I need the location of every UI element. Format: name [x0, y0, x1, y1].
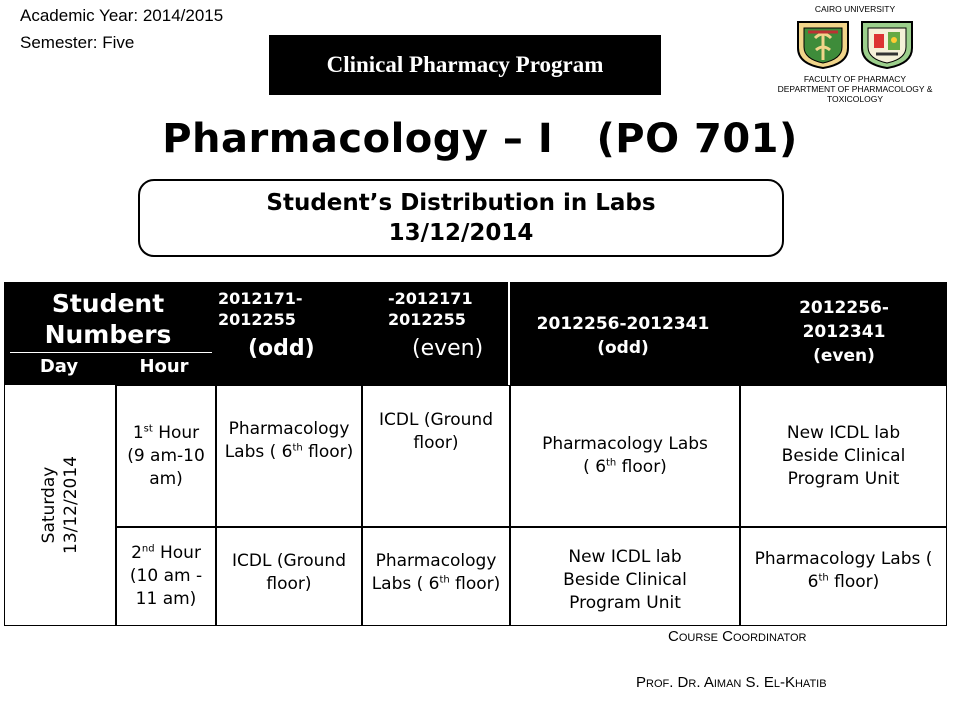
hour-2-rest: Hour	[154, 543, 201, 563]
course-coordinator-label: Course Coordinator	[668, 628, 807, 645]
r1-c1-pre: Pharmacology Labs ( 6	[224, 419, 350, 462]
program-banner: Clinical Pharmacy Program	[269, 35, 661, 95]
logo-row	[770, 20, 940, 70]
hour-cell-1	[116, 385, 216, 527]
department-name-2: TOXICOLOGY	[826, 94, 884, 104]
group-3-parity: (odd)	[597, 338, 649, 358]
r1-c3-pre: Pharmacology Labs ( 6	[542, 434, 708, 477]
hour-2-time: (10 am - 11 am)	[129, 566, 203, 609]
group-4-header	[774, 296, 914, 368]
hour-1-time: (9 am-10 am)	[127, 445, 205, 489]
department-name: DEPARTMENT OF PHARMACOLOGY &	[777, 84, 933, 94]
university-logo-block	[770, 0, 940, 104]
r1-c4-pre: New ICDL lab Beside Clinical Program Unit	[781, 422, 906, 489]
hour-1-rest: Hour	[152, 422, 200, 443]
distribution-title: Student’s Distribution in Labs	[266, 190, 656, 216]
distribution-date: 13/12/2014	[388, 220, 534, 246]
hour-2-sup: nd	[141, 543, 155, 555]
group-2-parity: (even)	[412, 336, 484, 361]
group-2-range: -2012171 2012255	[388, 289, 473, 329]
student-numbers-label: Student Numbers	[44, 289, 172, 349]
r1-c3	[510, 385, 740, 527]
r2-c4	[740, 527, 947, 626]
r2-c4-sup: th	[818, 571, 829, 583]
group-4-parity: (even)	[813, 346, 875, 366]
student-numbers-header	[4, 288, 212, 350]
day-header: Day	[39, 356, 79, 377]
hour-header: Hour	[139, 356, 189, 377]
r1-c3-sup: th	[606, 457, 617, 469]
cairo-university-seal-icon	[794, 20, 852, 70]
day-cell	[4, 385, 116, 626]
schedule-table	[4, 282, 947, 626]
group-4-range: 2012256-2012341	[799, 298, 889, 342]
course-title: Pharmacology – I (PO 701)	[162, 116, 798, 162]
distribution-box	[138, 179, 784, 257]
group-3-range: 2012256-2012341	[536, 314, 710, 334]
r2-c3-pre: New ICDL lab Beside Clinical Program Unit	[563, 547, 687, 613]
r1-c3-post: floor)	[616, 457, 667, 477]
faculty-name: FACULTY OF PHARMACY	[803, 74, 907, 84]
group-1-parity: (odd)	[248, 336, 315, 361]
academic-year: Academic Year: 2014/2015	[20, 6, 224, 25]
hour-cell-2	[116, 527, 216, 626]
hour-1-sup: st	[143, 422, 153, 434]
r2-c2-sup: th	[439, 573, 450, 585]
group-1-range: 2012171-2012255	[218, 289, 303, 329]
hour-2-num: 2	[131, 543, 142, 563]
r1-c4	[740, 385, 947, 527]
r2-c4-post: floor)	[828, 571, 880, 592]
coordinator-name: Prof. Dr. Aiman S. El-Khatib	[636, 674, 827, 691]
r2-c2-pre: Pharmacology Labs ( 6	[371, 550, 497, 594]
r1-c1	[216, 385, 362, 527]
semester: Semester: Five	[20, 33, 135, 52]
university-name: CAIRO UNIVERSITY	[814, 4, 896, 14]
r2-c2-post: floor)	[449, 573, 501, 594]
hour-1-num: 1	[132, 422, 144, 443]
group-3-header	[510, 312, 736, 360]
faculty-of-pharmacy-seal-icon	[858, 20, 916, 70]
r1-c2-pre: ICDL (Ground floor)	[378, 410, 493, 453]
r2-c1	[216, 527, 362, 626]
r2-c4-pre: Pharmacology Labs ( 6	[754, 548, 933, 592]
day-label: Saturday 13/12/2014	[39, 456, 81, 554]
r1-c1-sup: th	[292, 442, 303, 454]
header-divider	[10, 352, 212, 353]
r2-c3	[510, 527, 740, 626]
r1-c1-post: floor)	[302, 442, 354, 462]
r2-c1-pre: ICDL (Ground floor)	[231, 550, 346, 594]
r2-c2	[362, 527, 510, 626]
r1-c2	[362, 385, 510, 527]
